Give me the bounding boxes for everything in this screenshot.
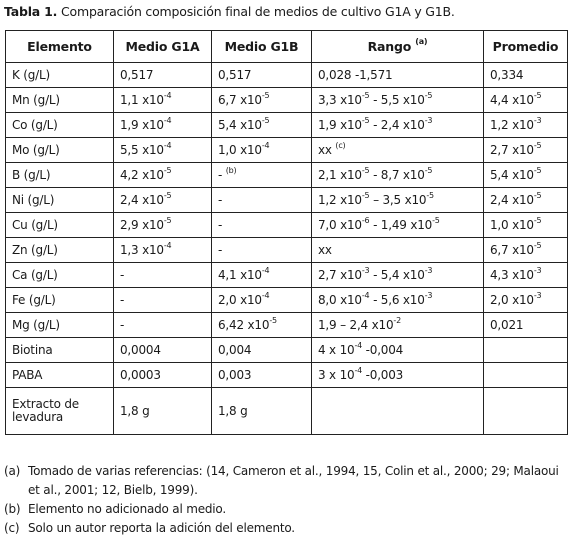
cell-medio-g1a: 2,4 $x10^{-5}$ [114, 188, 212, 213]
footnote-c [4, 519, 566, 538]
cell-rango: 8,0 $x10^{-4} - 5,6$ $x10^{-3}$ [312, 288, 484, 313]
cell-rango: 3 x $10^{-4}$ -0,003 [312, 363, 484, 388]
cell-medio-g1b: 2,0 $x10^{-4}$ [212, 288, 312, 313]
cell-medio-g1b: 0,517 [212, 63, 312, 88]
table-body [6, 63, 568, 435]
cell-rango: 7,0 $x10^{-6} - 1,49$ $x10^{-5}$ [312, 213, 484, 238]
footnote-text: Tomado de varias referencias: (14, Cameron et al., 1994, 15, Colin et al., 2000; 29; Malaoui et al., 2001; 12, Bielb, 1999). [28, 464, 559, 497]
cell-promedio: 0,334 [484, 63, 568, 88]
composition-table [5, 30, 568, 435]
header-row [6, 31, 568, 63]
cell-rango: 1,2 $x10^{-5} - 3,5$ $x10^{-5}$ [312, 188, 484, 213]
caption-text: Comparación composición final de medios de cultivo G1A y G1B. [61, 4, 455, 19]
caption-label: Tabla 1. [4, 4, 58, 19]
cell-promedio [484, 363, 568, 388]
table-row [6, 388, 568, 435]
cell-promedio: 0,021 [484, 313, 568, 338]
cell-elemento: PABA [6, 363, 114, 388]
header-promedio: Promedio [484, 31, 568, 63]
cell-medio-g1a: 1,9 $x10^{-4}$ [114, 113, 212, 138]
cell-elemento: B (g/L) [6, 163, 114, 188]
cell-medio-g1a: - [114, 313, 212, 338]
cell-medio-g1a: 1,1 $x10^{-4}$ [114, 88, 212, 113]
table-row [6, 138, 568, 163]
table-row [6, 263, 568, 288]
cell-elemento: Co (g/L) [6, 113, 114, 138]
cell-medio-g1a: - [114, 263, 212, 288]
cell-rango: 1,9 – 2,4 $x10^{-2}$ [312, 313, 484, 338]
cell-rango [312, 388, 484, 435]
cell-promedio: 1,0 $x10^{-5}$ [484, 213, 568, 238]
cell-elemento: Biotina [6, 338, 114, 363]
cell-promedio [484, 338, 568, 363]
cell-medio-g1a: 1,3 $x10^{-4}$ [114, 238, 212, 263]
cell-medio-g1a: 0,0004 [114, 338, 212, 363]
cell-medio-g1a: 0,0003 [114, 363, 212, 388]
cell-medio-g1b: - [212, 213, 312, 238]
cell-elemento: Mo (g/L) [6, 138, 114, 163]
table-row [6, 238, 568, 263]
table-row [6, 313, 568, 338]
cell-medio-g1b: 5,4 $x10^{-5}$ [212, 113, 312, 138]
cell-medio-g1a: 2,9 $x10^{-5}$ [114, 213, 212, 238]
footnote-text: Solo un autor reporta la adición del elemento. [28, 521, 295, 535]
footnote-b [4, 500, 566, 519]
header-elemento: Elemento [6, 31, 114, 63]
cell-elemento: Extracto de levadura [6, 388, 114, 435]
cell-medio-g1b: 0,004 [212, 338, 312, 363]
cell-elemento: Zn (g/L) [6, 238, 114, 263]
table-row [6, 188, 568, 213]
cell-elemento: Ca (g/L) [6, 263, 114, 288]
cell-medio-g1b: 6,7 $x10^{-5}$ [212, 88, 312, 113]
table-row [6, 363, 568, 388]
table-row [6, 63, 568, 88]
cell-medio-g1b: - [212, 238, 312, 263]
cell-medio-g1b: - [212, 188, 312, 213]
footnote-a [4, 462, 566, 500]
cell-promedio: 2,0 $x10^{-3}$ [484, 288, 568, 313]
cell-promedio: 2,4 $x10^{-5}$ [484, 188, 568, 213]
cell-promedio: 1,2 $x10^{-3}$ [484, 113, 568, 138]
table-row [6, 288, 568, 313]
table-row [6, 213, 568, 238]
table-row [6, 113, 568, 138]
cell-medio-g1b: 6,42 $x10^{-5}$ [212, 313, 312, 338]
cell-promedio: 4,4 $x10^{-5}$ [484, 88, 568, 113]
footnote-text: Elemento no adicionado al medio. [28, 502, 226, 516]
cell-rango: 2,1 $x10^{-5} - 8,7$ $x10^{-5}$ [312, 163, 484, 188]
table-caption [4, 4, 455, 19]
cell-elemento: K (g/L) [6, 63, 114, 88]
cell-elemento: Mg (g/L) [6, 313, 114, 338]
cell-rango: 1,9 $x10^{-5} - 2,4$ $x10^{-3}$ [312, 113, 484, 138]
footnotes [4, 462, 566, 538]
cell-elemento: Cu (g/L) [6, 213, 114, 238]
cell-medio-g1b: - $^{(b)}$ [212, 163, 312, 188]
cell-elemento: Ni (g/L) [6, 188, 114, 213]
cell-medio-g1b: 0,003 [212, 363, 312, 388]
cell-promedio [484, 388, 568, 435]
cell-medio-g1a: 4,2 $x10^{-5}$ [114, 163, 212, 188]
cell-rango: 0,028 -1,571 [312, 63, 484, 88]
footnote-marker: (a) [4, 464, 21, 478]
cell-rango: 4 x $10^{-4}$ -0,004 [312, 338, 484, 363]
cell-medio-g1b: 4,1 $x10^{-4}$ [212, 263, 312, 288]
cell-promedio: 2,7 $x10^{-5}$ [484, 138, 568, 163]
header-rango-footnote: (a) [415, 37, 428, 46]
cell-rango: xx $^{(c)}$ [312, 138, 484, 163]
cell-medio-g1b: 1,0 $x10^{-4}$ [212, 138, 312, 163]
cell-promedio: 5,4 $x10^{-5}$ [484, 163, 568, 188]
footnote-marker: (c) [4, 521, 20, 535]
table-row [6, 163, 568, 188]
cell-medio-g1a: 0,517 [114, 63, 212, 88]
cell-rango: xx [312, 238, 484, 263]
cell-promedio: 6,7 $x10^{-5}$ [484, 238, 568, 263]
cell-elemento: Fe (g/L) [6, 288, 114, 313]
cell-promedio: 4,3 $x10^{-3}$ [484, 263, 568, 288]
header-medio-g1b: Medio G1B [212, 31, 312, 63]
header-medio-g1a: Medio G1A [114, 31, 212, 63]
cell-rango: 2,7 $x10^{-3} - 5,4$ $x10^{-3}$ [312, 263, 484, 288]
cell-rango: 3,3 $x10^{-5} - 5,5$ $x10^{-5}$ [312, 88, 484, 113]
header-rango-label: Rango [367, 39, 412, 54]
cell-medio-g1a: 1,8 g [114, 388, 212, 435]
cell-medio-g1a: 5,5 $x10^{-4}$ [114, 138, 212, 163]
footnote-marker: (b) [4, 502, 21, 516]
cell-elemento: Mn (g/L) [6, 88, 114, 113]
table-row [6, 88, 568, 113]
cell-medio-g1b: 1,8 g [212, 388, 312, 435]
table-row [6, 338, 568, 363]
cell-medio-g1a: - [114, 288, 212, 313]
header-rango [312, 31, 484, 63]
